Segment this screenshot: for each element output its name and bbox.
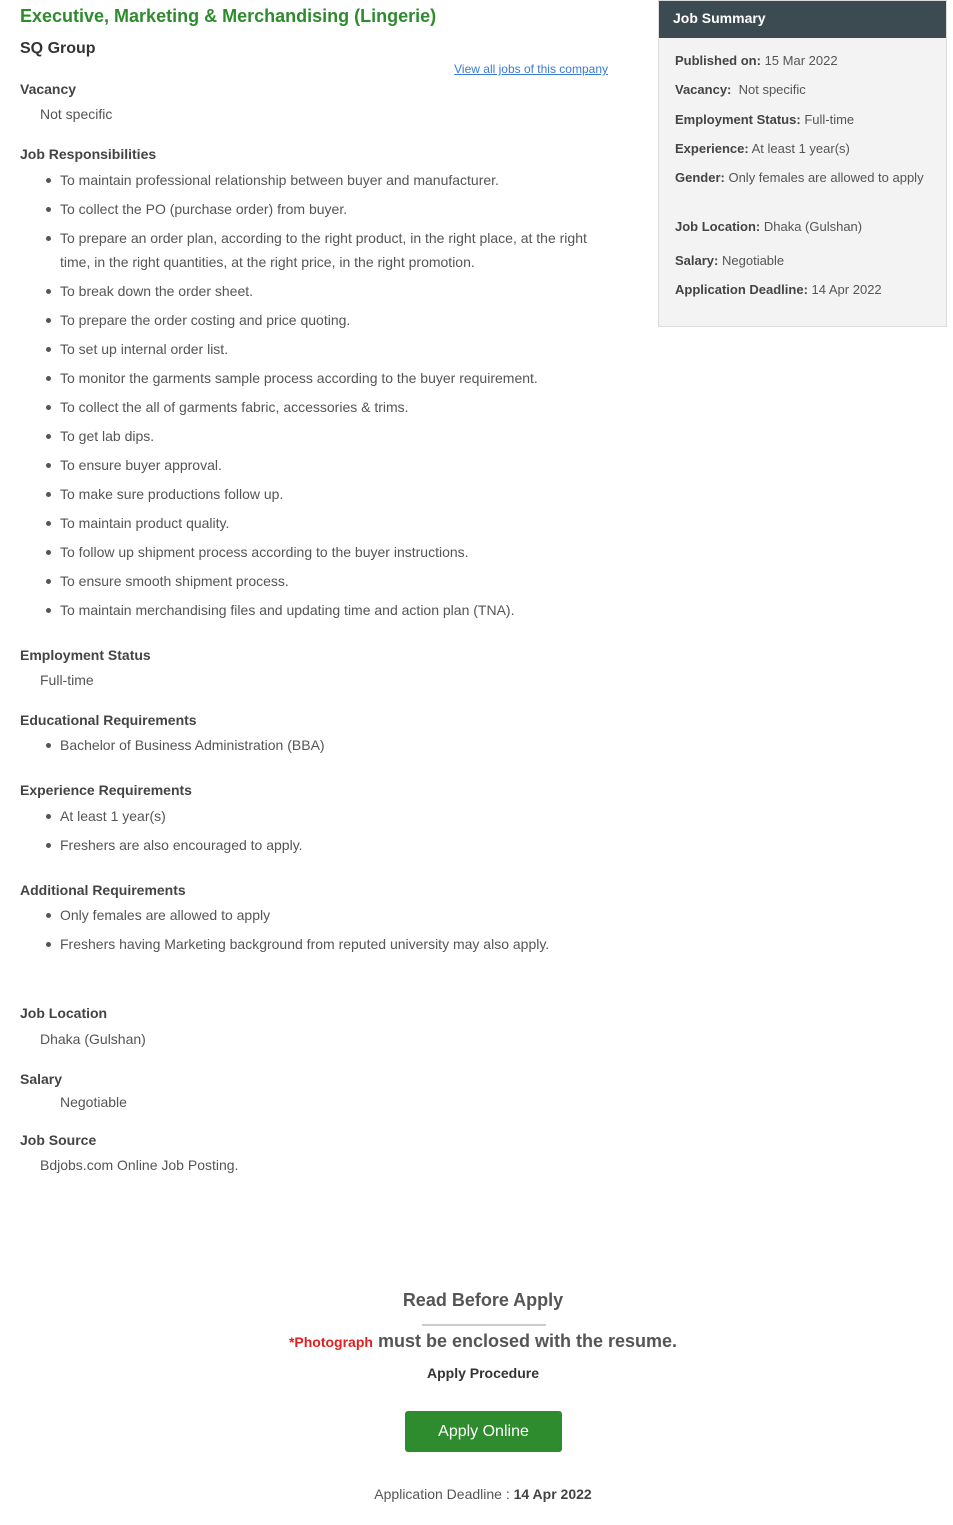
divider bbox=[422, 1324, 546, 1326]
summary-location-label: Job Location: bbox=[675, 219, 761, 234]
list-item: To prepare an order plan, according to the right product, in the right place, at the right time, in the right quantities, at the right price, in the right promotion. bbox=[20, 226, 610, 274]
view-all-jobs-link[interactable]: View all jobs of this company bbox=[454, 62, 608, 76]
summary-experience bbox=[675, 142, 935, 156]
list-item: To follow up shipment process according to the buyer instructions. bbox=[20, 540, 610, 564]
employment-value: Full-time bbox=[40, 672, 94, 688]
list-item: To collect the all of garments fabric, accessories & trims. bbox=[20, 395, 610, 419]
list-item: At least 1 year(s) bbox=[20, 804, 610, 828]
list-item: To break down the order sheet. bbox=[20, 279, 610, 303]
application-deadline bbox=[0, 1486, 953, 1502]
photograph-required: *Photograph bbox=[288, 1334, 373, 1350]
summary-deadline-label: Application Deadline: bbox=[675, 282, 808, 297]
summary-salary-label: Salary: bbox=[675, 253, 719, 268]
summary-experience-label: Experience: bbox=[675, 141, 749, 156]
photograph-note-text: must be enclosed with the resume. bbox=[377, 1331, 678, 1351]
education-heading: Educational Requirements bbox=[20, 712, 197, 728]
apply-procedure-heading: Apply Procedure bbox=[426, 1365, 540, 1381]
application-deadline-value: 14 Apr 2022 bbox=[513, 1486, 592, 1502]
job-summary-panel bbox=[658, 0, 947, 327]
summary-experience-value: At least 1 year(s) bbox=[751, 141, 850, 156]
job-summary-title: Job Summary bbox=[659, 1, 946, 38]
responsibilities-heading: Job Responsibilities bbox=[20, 146, 157, 162]
list-item: To maintain merchandising files and updating time and action plan (TNA). bbox=[20, 598, 610, 622]
location-heading: Job Location bbox=[20, 1005, 108, 1021]
source-heading: Job Source bbox=[20, 1132, 97, 1148]
additional-heading: Additional Requirements bbox=[20, 882, 186, 898]
summary-published-label: Published on: bbox=[675, 53, 761, 68]
summary-gender-value: Only females are allowed to apply bbox=[728, 170, 924, 185]
list-item: To prepare the order costing and price quoting. bbox=[20, 308, 610, 332]
list-item: To maintain professional relationship between buyer and manufacturer. bbox=[20, 168, 610, 192]
list-item: To collect the PO (purchase order) from buyer. bbox=[20, 197, 610, 221]
employment-heading: Employment Status bbox=[20, 647, 151, 663]
summary-vacancy-value: Not specific bbox=[738, 82, 806, 97]
list-item: Only females are allowed to apply bbox=[20, 903, 590, 927]
salary-heading: Salary bbox=[20, 1071, 63, 1087]
summary-salary bbox=[675, 254, 935, 268]
list-item: To get lab dips. bbox=[20, 424, 610, 448]
summary-vacancy bbox=[675, 83, 935, 97]
summary-published bbox=[675, 54, 935, 68]
summary-location bbox=[675, 220, 935, 234]
list-item: To maintain product quality. bbox=[20, 511, 610, 535]
list-item: To make sure productions follow up. bbox=[20, 482, 610, 506]
experience-heading: Experience Requirements bbox=[20, 782, 192, 798]
job-title: Executive, Marketing & Merchandising (Lingerie) bbox=[20, 6, 437, 26]
summary-employment-label: Employment Status: bbox=[675, 112, 801, 127]
list-item: To monitor the garments sample process according to the buyer requirement. bbox=[20, 366, 610, 390]
summary-salary-value: Negotiable bbox=[722, 253, 785, 268]
summary-deadline-value: 14 Apr 2022 bbox=[811, 282, 882, 297]
list-item: Freshers are also encouraged to apply. bbox=[20, 833, 610, 857]
summary-employment-value: Full-time bbox=[804, 112, 855, 127]
source-value: Bdjobs.com Online Job Posting. bbox=[40, 1157, 239, 1173]
vacancy-heading: Vacancy bbox=[20, 81, 77, 97]
summary-employment bbox=[675, 113, 935, 127]
list-item: To ensure smooth shipment process. bbox=[20, 569, 610, 593]
summary-deadline bbox=[675, 283, 935, 297]
list-item: To set up internal order list. bbox=[20, 337, 610, 361]
list-item: Bachelor of Business Administration (BBA) bbox=[20, 733, 610, 757]
photograph-note bbox=[0, 1331, 953, 1352]
salary-value: Negotiable bbox=[60, 1094, 127, 1110]
responsibilities-list bbox=[20, 168, 610, 627]
apply-online-button[interactable]: Apply Online bbox=[405, 1411, 562, 1452]
additional-list bbox=[20, 903, 590, 961]
education-list bbox=[20, 733, 610, 762]
summary-gender-label: Gender: bbox=[675, 170, 725, 185]
summary-gender bbox=[675, 171, 935, 185]
experience-list bbox=[20, 804, 610, 862]
summary-published-value: 15 Mar 2022 bbox=[764, 53, 838, 68]
list-item: Freshers having Marketing background from reputed university may also apply. bbox=[20, 932, 590, 956]
vacancy-value: Not specific bbox=[40, 106, 113, 122]
application-deadline-label: Application Deadline : bbox=[374, 1486, 510, 1502]
summary-location-value: Dhaka (Gulshan) bbox=[763, 219, 863, 234]
location-value: Dhaka (Gulshan) bbox=[40, 1031, 146, 1047]
list-item: To ensure buyer approval. bbox=[20, 453, 610, 477]
summary-vacancy-label: Vacancy: bbox=[675, 82, 732, 97]
read-before-apply-heading: Read Before Apply bbox=[402, 1290, 564, 1310]
company-name: SQ Group bbox=[20, 40, 96, 57]
